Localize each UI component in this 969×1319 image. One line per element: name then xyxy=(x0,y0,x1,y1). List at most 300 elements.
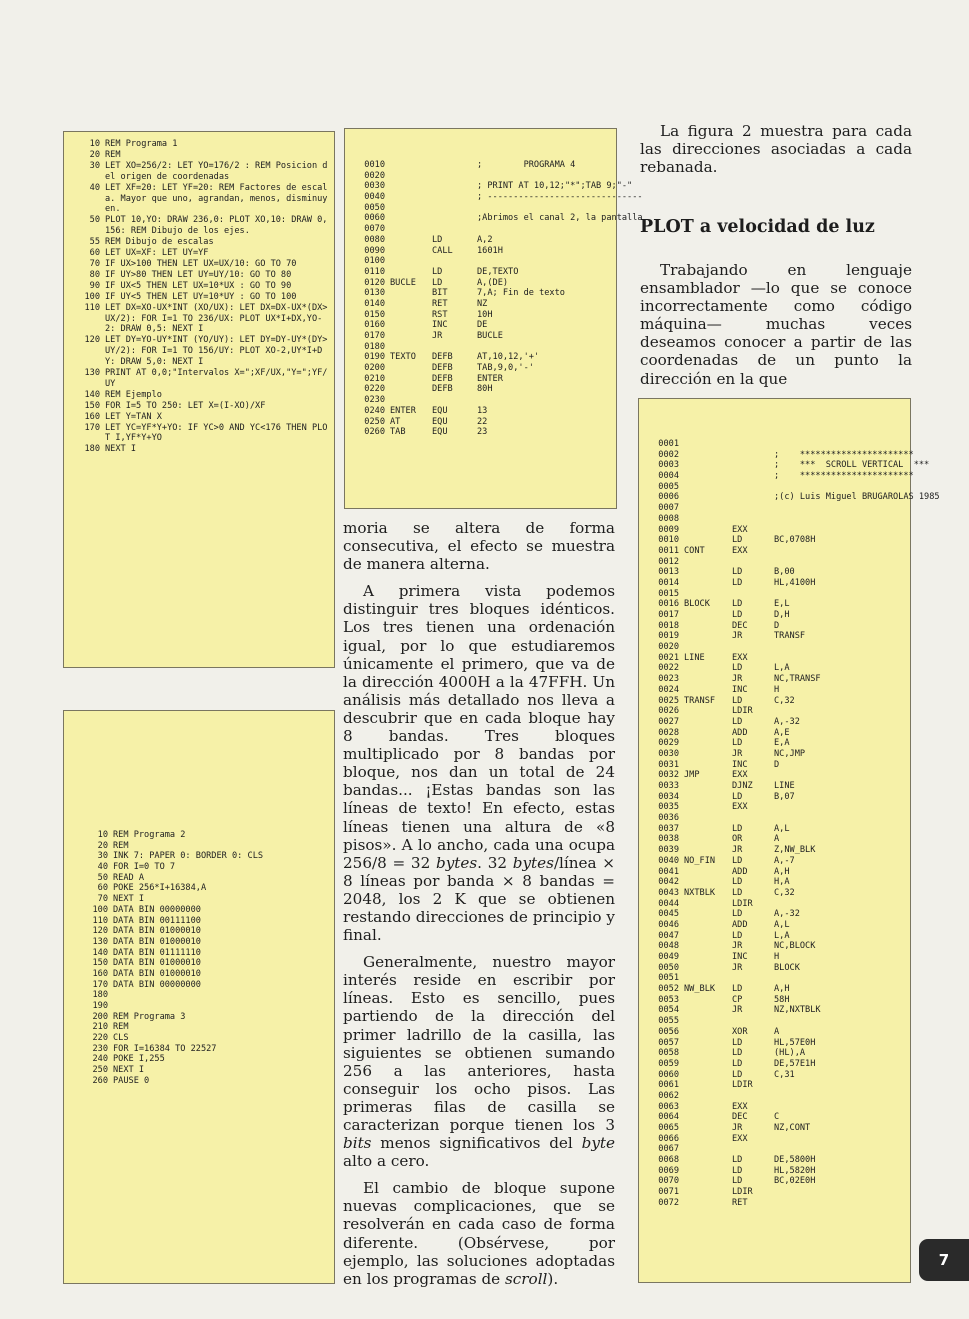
code-operand: 7,A; Fin de texto xyxy=(477,288,565,299)
line-number: 0068 xyxy=(658,1155,679,1166)
code-line xyxy=(70,292,330,303)
code-text: NEXT I xyxy=(105,444,137,455)
code-line xyxy=(70,883,330,894)
line-number: 0064 xyxy=(658,1112,679,1123)
code-line xyxy=(70,368,330,390)
code-line xyxy=(70,401,330,412)
code-operand: ; ********************** xyxy=(774,449,914,460)
line-number: 50 xyxy=(89,215,100,226)
code-text: DATA BIN 01000010 xyxy=(113,926,201,937)
code-line xyxy=(649,813,906,824)
code-opcode: OR xyxy=(732,834,743,845)
code-line xyxy=(70,1054,330,1065)
code-line xyxy=(649,973,906,984)
line-number: 0010 xyxy=(364,160,385,170)
code-opcode: LD xyxy=(732,716,743,727)
code-text: LET XF=20: LET YF=20: REM Factores de escala. Mayor que uno, agrandan, menos, disminuyen. xyxy=(105,182,328,215)
code-opcode: EXX xyxy=(732,545,748,556)
line-number: 0035 xyxy=(658,802,679,813)
code-text: DATA BIN 01000010 xyxy=(113,936,201,947)
code-line xyxy=(70,841,330,852)
code-text: DATA BIN 01111110 xyxy=(113,947,201,958)
line-number: 60 xyxy=(89,248,100,259)
article-column-middle xyxy=(343,519,615,1288)
line-number: 0011 xyxy=(658,545,679,556)
line-number: 0022 xyxy=(658,663,679,674)
code-line xyxy=(649,492,940,503)
code-operand: C,32 xyxy=(774,695,795,706)
code-opcode: LD xyxy=(732,855,743,866)
line-number: 0240 xyxy=(364,405,385,416)
code-line xyxy=(70,948,330,959)
code-operand: ENTER xyxy=(477,373,503,384)
code-line xyxy=(70,215,330,237)
line-number: 0071 xyxy=(658,1187,679,1198)
code-opcode: DJNZ xyxy=(732,781,753,791)
code-opcode: JR xyxy=(732,748,743,759)
code-operand: BC,0708H xyxy=(774,535,816,546)
code-operand: Z,NW_BLK xyxy=(774,845,816,856)
code-line xyxy=(649,781,906,792)
code-opcode: EXX xyxy=(732,770,748,781)
line-number: 0053 xyxy=(658,994,679,1005)
code-text: PAUSE 0 xyxy=(113,1075,150,1086)
code-opcode: JR xyxy=(732,674,743,685)
code-opcode: EXX xyxy=(732,1101,748,1112)
code-line xyxy=(649,1038,906,1049)
code-text: REM xyxy=(113,1022,129,1033)
line-number: 210 xyxy=(92,1022,108,1033)
code-line xyxy=(649,1102,906,1113)
paragraph: La figura 2 muestra para cada las direcciones asociadas a cada rebanada. xyxy=(640,122,912,177)
code-line xyxy=(70,237,330,248)
line-number: 0065 xyxy=(658,1123,679,1133)
line-number: 0190 xyxy=(364,352,385,363)
code-line xyxy=(357,363,612,374)
code-label: CONT xyxy=(684,545,705,556)
code-label: LINE xyxy=(684,652,705,663)
code-line xyxy=(70,926,330,937)
code-line xyxy=(649,610,906,621)
code-line xyxy=(70,1076,330,1087)
code-text: LET YC=YF*Y+YO: IF YC>0 AND YC<176 THEN PLOT I,YF*Y+YO xyxy=(105,422,328,444)
line-number: 0050 xyxy=(364,202,385,213)
line-number: 0069 xyxy=(658,1165,679,1176)
code-line xyxy=(357,203,612,214)
code-operand: B,00 xyxy=(774,567,795,578)
line-number: 0061 xyxy=(658,1080,679,1091)
code-line xyxy=(649,663,906,674)
line-number: 0041 xyxy=(658,866,679,877)
code-line xyxy=(70,270,330,281)
code-operand: 13 xyxy=(477,405,488,416)
code-line xyxy=(649,696,906,707)
code-opcode: DEC xyxy=(732,620,748,631)
line-number: 0033 xyxy=(658,781,679,791)
code-line xyxy=(649,856,906,867)
code-opcode: LD xyxy=(732,1176,743,1187)
code-line xyxy=(357,310,612,321)
line-number: 0052 xyxy=(658,984,679,995)
code-line xyxy=(357,213,643,224)
code-opcode: LDIR xyxy=(732,706,753,717)
line-number: 0110 xyxy=(364,266,385,277)
line-number: 0048 xyxy=(658,941,679,952)
section-title: PLOT a velocidad de luz xyxy=(640,217,875,237)
line-number: 0067 xyxy=(658,1144,679,1155)
line-number: 230 xyxy=(92,1043,108,1054)
code-operand: HL,4100H xyxy=(774,577,816,588)
code-operand: NZ,NXTBLK xyxy=(774,1005,821,1016)
paragraph: A primera vista podemos distinguir tres bloques idénticos. Los tres tienen una ordenación igual, por lo que estudiaremos únicamente el primero, que va de la dirección 4000H a la 47FFH. Un análisis más detallado nos lleva a descubrir que en cada bloque hay 8 bandas. Tres bloques multiplicado por 8 bandas por bloque, nos dan un total de 24 bandas... ¡Estas bandas son las líneas de texto! En efecto, estas líneas tienen una altura de «8 pisos». A lo ancho, cada una ocupa 256/8 = 32 bytes. 32 bytes/línea × 8 líneas por banda × 8 bandas = 2048, los 2 K que se obtienen restando direcciones de principio y final. xyxy=(343,582,616,945)
code-text: DATA BIN 01000010 xyxy=(113,968,201,979)
code-opcode: XOR xyxy=(732,1026,748,1037)
line-number: 0027 xyxy=(658,716,679,727)
code-label: TEXTO xyxy=(390,352,416,363)
code-line xyxy=(357,235,612,246)
code-operand: DE,TEXTO xyxy=(477,266,519,277)
code-line xyxy=(70,1012,330,1023)
code-line xyxy=(649,471,914,482)
line-number: 0020 xyxy=(364,170,385,181)
code-operand: D xyxy=(774,620,780,631)
code-opcode: BIT xyxy=(432,288,448,299)
code-opcode: LD xyxy=(732,1155,743,1166)
code-label: NO_FIN xyxy=(684,855,716,866)
code-text: INK 7: PAPER 0: BORDER 0: CLS xyxy=(113,851,264,862)
code-line xyxy=(649,995,906,1006)
code-line xyxy=(649,621,906,632)
line-number: 0072 xyxy=(658,1197,679,1208)
line-number: 0030 xyxy=(658,748,679,759)
line-number: 160 xyxy=(92,968,108,979)
code-text: POKE 256*I+16384,A xyxy=(113,883,207,894)
code-line xyxy=(357,256,612,267)
code-line xyxy=(649,1123,906,1134)
paragraph: moria se altera de forma consecutiva, el efecto se muestra de manera alterna. xyxy=(343,519,615,574)
line-number: 0046 xyxy=(658,919,679,930)
code-text: READ A xyxy=(113,872,145,883)
code-text: REM Programa 3 xyxy=(113,1011,186,1022)
code-text: NEXT I xyxy=(113,1065,145,1076)
line-number: 30 xyxy=(89,160,100,171)
code-line xyxy=(70,281,330,292)
code-operand: ; PROGRAMA 4 xyxy=(477,160,576,170)
code-line xyxy=(70,412,330,423)
code-operand: 10H xyxy=(477,309,493,320)
code-operand: DE xyxy=(477,320,488,331)
code-text: DATA BIN 00000000 xyxy=(113,979,201,990)
code-opcode: INC xyxy=(732,952,748,962)
code-line xyxy=(357,395,612,406)
code-opcode: LD xyxy=(732,877,743,888)
code-operand: L,A xyxy=(774,663,790,674)
code-line xyxy=(649,824,906,835)
line-number: 50 xyxy=(97,872,108,883)
code-text: LET DY=YO-UY*INT (YO/UY): LET DY=DY-UY*(DY>UY/2): FOR I=1 TO 156/UY: PLOT XO-2,UY*I+DY: DRAW 5,0: NEXT I xyxy=(105,335,328,368)
code-line xyxy=(649,1048,906,1059)
code-opcode: RET xyxy=(432,298,448,309)
line-number: 0008 xyxy=(658,513,679,524)
code-operand: ;(c) Luis Miguel BRUGAROLAS 1985 xyxy=(774,492,940,503)
code-text: FOR I=5 TO 250: LET X=(I-XO)/XF xyxy=(105,400,266,411)
line-number: 0051 xyxy=(658,973,679,984)
code-opcode: LD xyxy=(732,791,743,802)
code-operand: A,(DE) xyxy=(477,277,509,288)
code-text: DATA BIN 00111100 xyxy=(113,915,201,926)
code-line xyxy=(649,514,906,525)
code-line xyxy=(649,802,906,813)
code-operand: DE,57E1H xyxy=(774,1058,816,1069)
code-opcode: LD xyxy=(732,577,743,588)
code-operand: E,L xyxy=(774,599,790,610)
code-line xyxy=(357,181,633,192)
code-opcode: INC xyxy=(732,684,748,695)
line-number: 0021 xyxy=(658,652,679,663)
code-text: LET UX=XF: LET UY=YF xyxy=(105,248,209,259)
code-text: LET Y=TAN X xyxy=(105,411,162,422)
code-operand: H xyxy=(774,952,780,962)
code-line xyxy=(649,909,906,920)
line-number: 0020 xyxy=(658,642,679,653)
code-line xyxy=(649,770,906,781)
code-line xyxy=(649,845,906,856)
code-operand: ; ********************** xyxy=(774,471,914,482)
code-line xyxy=(70,1001,330,1012)
code-operand: HL,57E0H xyxy=(774,1037,816,1048)
article-column-right-intro xyxy=(640,122,912,176)
line-number: 0180 xyxy=(364,341,385,352)
code-opcode: DEFB xyxy=(432,363,453,374)
line-number: 0045 xyxy=(658,909,679,920)
code-line xyxy=(70,862,330,873)
code-line xyxy=(649,642,906,653)
code-operand: 22 xyxy=(477,416,488,427)
code-operand: NZ xyxy=(477,298,488,309)
code-line xyxy=(70,905,330,916)
code-line xyxy=(649,1016,906,1027)
code-line xyxy=(649,1198,906,1209)
line-number: 0002 xyxy=(658,449,679,460)
code-opcode: LD xyxy=(732,610,743,620)
code-line xyxy=(649,546,906,557)
code-line xyxy=(70,916,330,927)
code-line xyxy=(649,867,906,878)
code-text: PRINT AT 0,0;"Intervalos X=";XF/UX,"Y=";YF/UY xyxy=(105,368,328,389)
code-line xyxy=(70,139,330,150)
line-number: 0057 xyxy=(658,1037,679,1048)
line-number: 70 xyxy=(89,258,100,269)
line-number: 0080 xyxy=(364,234,385,245)
line-number: 180 xyxy=(84,444,100,455)
code-line xyxy=(357,406,612,417)
code-line xyxy=(70,1022,330,1033)
code-line xyxy=(70,183,330,216)
code-text: PLOT 10,YO: DRAW 236,0: PLOT XO,10: DRAW 0,156: REM Dibujo de los ejes. xyxy=(105,215,328,237)
code-line xyxy=(649,984,906,995)
line-number: 0030 xyxy=(364,181,385,192)
line-number: 10 xyxy=(89,139,100,149)
code-opcode: DEFB xyxy=(432,352,453,363)
code-line xyxy=(649,1144,906,1155)
code-line xyxy=(70,937,330,948)
code-line xyxy=(649,685,906,696)
code-operand: A,H xyxy=(774,866,790,877)
code-opcode: JR xyxy=(732,1123,743,1133)
code-opcode: DEC xyxy=(732,1112,748,1123)
code-opcode: LD xyxy=(732,1058,743,1069)
code-line xyxy=(70,1033,330,1044)
line-number: 0090 xyxy=(364,245,385,256)
line-number: 0055 xyxy=(658,1016,679,1027)
code-line xyxy=(649,941,906,952)
line-number: 0018 xyxy=(658,620,679,631)
line-number: 150 xyxy=(84,400,100,411)
code-line xyxy=(357,246,612,257)
line-number: 0038 xyxy=(658,834,679,845)
line-number: 0044 xyxy=(658,898,679,909)
code-operand: E,A xyxy=(774,738,790,749)
line-number: 0042 xyxy=(658,877,679,888)
page-number: 7 xyxy=(919,1239,969,1281)
line-number: 0058 xyxy=(658,1048,679,1059)
line-number: 0059 xyxy=(658,1058,679,1069)
code-opcode: CALL xyxy=(432,245,453,256)
line-number: 0056 xyxy=(658,1026,679,1037)
line-number: 0005 xyxy=(658,481,679,492)
code-operand: ; ------------------------------ xyxy=(477,192,643,203)
line-number: 140 xyxy=(84,389,100,400)
code-operand: H,A xyxy=(774,877,790,888)
code-operand: AT,10,12,'+' xyxy=(477,352,540,363)
code-operand: BC,02E0H xyxy=(774,1176,816,1187)
code-operand: A xyxy=(774,1026,780,1037)
code-operand: NC,TRANSF xyxy=(774,674,821,685)
line-number: 30 xyxy=(97,851,108,862)
code-line xyxy=(357,331,612,342)
line-number: 0066 xyxy=(658,1133,679,1144)
line-number: 0160 xyxy=(364,320,385,331)
code-line xyxy=(70,259,330,270)
code-line xyxy=(70,873,330,884)
code-line xyxy=(649,899,906,910)
code-line xyxy=(649,706,906,717)
code-operand: HL,5820H xyxy=(774,1165,816,1176)
code-line xyxy=(649,1187,906,1198)
line-number: 0230 xyxy=(364,395,385,406)
code-line xyxy=(649,1176,906,1187)
code-opcode: ADD xyxy=(732,866,748,877)
code-line xyxy=(357,192,643,203)
line-number: 0170 xyxy=(364,331,385,341)
code-operand: TRANSF xyxy=(774,631,806,642)
code-line xyxy=(357,342,612,353)
line-number: 0036 xyxy=(658,813,679,824)
code-operand: ; *** SCROLL VERTICAL *** xyxy=(774,460,930,471)
code-operand: A xyxy=(774,834,780,845)
code-operand: NC,JMP xyxy=(774,748,806,759)
code-label: AT xyxy=(390,416,401,427)
code-opcode: LD xyxy=(732,567,743,578)
line-number: 0130 xyxy=(364,288,385,299)
code-opcode: EXX xyxy=(732,652,748,663)
line-number: 0026 xyxy=(658,706,679,717)
listing-programa-4 xyxy=(344,128,643,509)
code-text: REM xyxy=(113,840,129,851)
code-operand: 58H xyxy=(774,994,790,1005)
listing-scroll-vertical xyxy=(638,398,940,1283)
code-line xyxy=(70,335,330,368)
code-line xyxy=(649,578,906,589)
code-operand: B,07 xyxy=(774,791,795,802)
code-opcode: LD xyxy=(732,1037,743,1048)
code-operand: DE,5800H xyxy=(774,1155,816,1166)
code-text: DATA BIN 00000000 xyxy=(113,904,201,915)
line-number: 0040 xyxy=(364,192,385,203)
paragraph: Trabajando en lenguaje ensamblador —lo que se conoce incorrectamente como código máquina— muchas veces deseamos conocer a partir de las coordenadas de un punto la dirección en la que xyxy=(640,261,912,388)
code-line xyxy=(649,792,906,803)
line-number: 0025 xyxy=(658,695,679,706)
code-line xyxy=(649,557,906,568)
code-line xyxy=(649,760,906,771)
code-operand: A,L xyxy=(774,823,790,834)
code-line xyxy=(649,963,906,974)
line-number: 0063 xyxy=(658,1101,679,1112)
code-opcode: JR xyxy=(432,331,443,341)
code-operand: L,A xyxy=(774,930,790,941)
line-number: 0024 xyxy=(658,684,679,695)
line-number: 0047 xyxy=(658,930,679,941)
code-line xyxy=(70,303,330,336)
paragraph: El cambio de bloque supone nuevas complicaciones, que se resolverán en cada caso de forma diferente. (Obsérvese, por ejemplo, las soluciones adoptadas en los programas de scroll). xyxy=(343,1179,615,1288)
code-opcode: LD xyxy=(732,738,743,749)
line-number: 0017 xyxy=(658,610,679,620)
code-text: POKE I,255 xyxy=(113,1054,165,1065)
code-text: FOR I=16384 TO 22527 xyxy=(113,1043,217,1054)
code-line xyxy=(357,417,612,428)
code-opcode: INC xyxy=(732,759,748,770)
listing-programa-1 xyxy=(63,131,335,668)
code-line xyxy=(70,444,330,455)
code-opcode: LD xyxy=(732,909,743,920)
line-number: 0010 xyxy=(658,535,679,546)
line-number: 0007 xyxy=(658,503,679,514)
line-number: 0015 xyxy=(658,588,679,599)
code-line xyxy=(649,653,906,664)
line-number: 0034 xyxy=(658,791,679,802)
code-line xyxy=(70,958,330,969)
code-line xyxy=(649,749,906,760)
code-operand: ; PRINT AT 10,12;"*";TAB 9;"-" xyxy=(477,181,633,192)
code-line xyxy=(649,834,906,845)
code-text: LET XO=256/2: LET YO=176/2 : REM Posicion del origen de coordenadas xyxy=(105,160,328,182)
line-number: 90 xyxy=(89,280,100,291)
code-line xyxy=(357,160,612,171)
code-line xyxy=(70,1044,330,1055)
code-operand: NC,BLOCK xyxy=(774,941,816,952)
line-number: 0250 xyxy=(364,416,385,427)
code-label: NXTBLK xyxy=(684,887,716,898)
code-line xyxy=(70,423,330,445)
code-label: BUCLE xyxy=(390,277,416,288)
line-number: 100 xyxy=(92,904,108,915)
code-line xyxy=(357,374,612,385)
code-opcode: EXX xyxy=(732,524,748,535)
code-line xyxy=(357,278,612,289)
code-opcode: JR xyxy=(732,1005,743,1016)
code-line xyxy=(649,1005,906,1016)
code-line xyxy=(649,674,906,685)
